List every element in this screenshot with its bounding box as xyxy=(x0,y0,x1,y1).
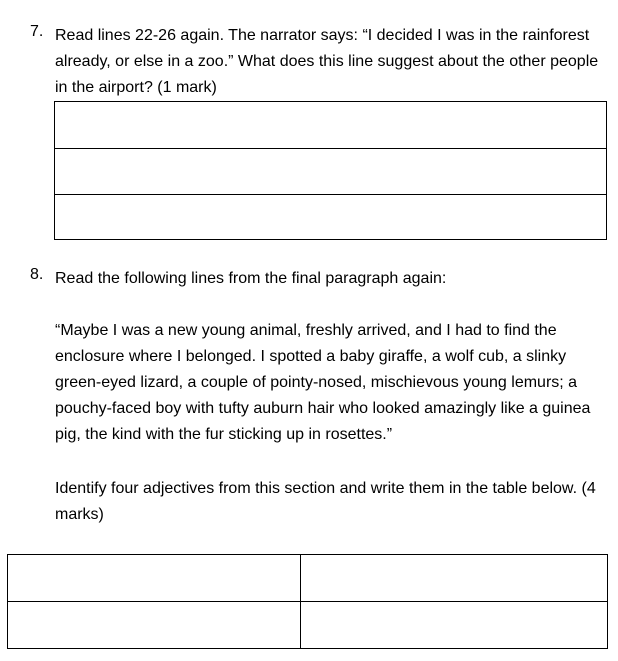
adjective-cell-2[interactable] xyxy=(301,555,607,601)
adjectives-answer-table xyxy=(7,554,608,649)
adjective-cell-3[interactable] xyxy=(8,602,300,648)
question-8-number: 8. xyxy=(30,266,44,283)
question-8-instruction: Identify four adjectives from this section and write them in the table below. (4 marks) xyxy=(55,480,596,523)
answer-line xyxy=(55,148,606,149)
question-7-answer-box[interactable] xyxy=(54,101,607,240)
question-7-text: Read lines 22-26 again. The narrator says: “I decided I was in the rainforest already, or else in a zoo.” What does this line suggest about the other people in the airport? (1 mark) xyxy=(55,27,599,96)
question-8-quote: “Maybe I was a new young animal, freshly arrived, and I had to find the enclosure where I belonged. I spotted a baby giraffe, a wolf cub, a slinky green-eyed lizard, a couple of pointy-nosed, mischievous young lemurs; a pouchy-faced boy with tufty auburn hair who looked amazingly like a guinea pig, the kind with the fur sticking up in rosettes.” xyxy=(55,322,591,443)
question-7-number: 7. xyxy=(30,23,44,40)
adjective-cell-1[interactable] xyxy=(8,555,300,601)
question-8-text: Read the following lines from the final paragraph again: xyxy=(55,270,447,287)
answer-line xyxy=(55,194,606,195)
adjective-cell-4[interactable] xyxy=(301,602,607,648)
